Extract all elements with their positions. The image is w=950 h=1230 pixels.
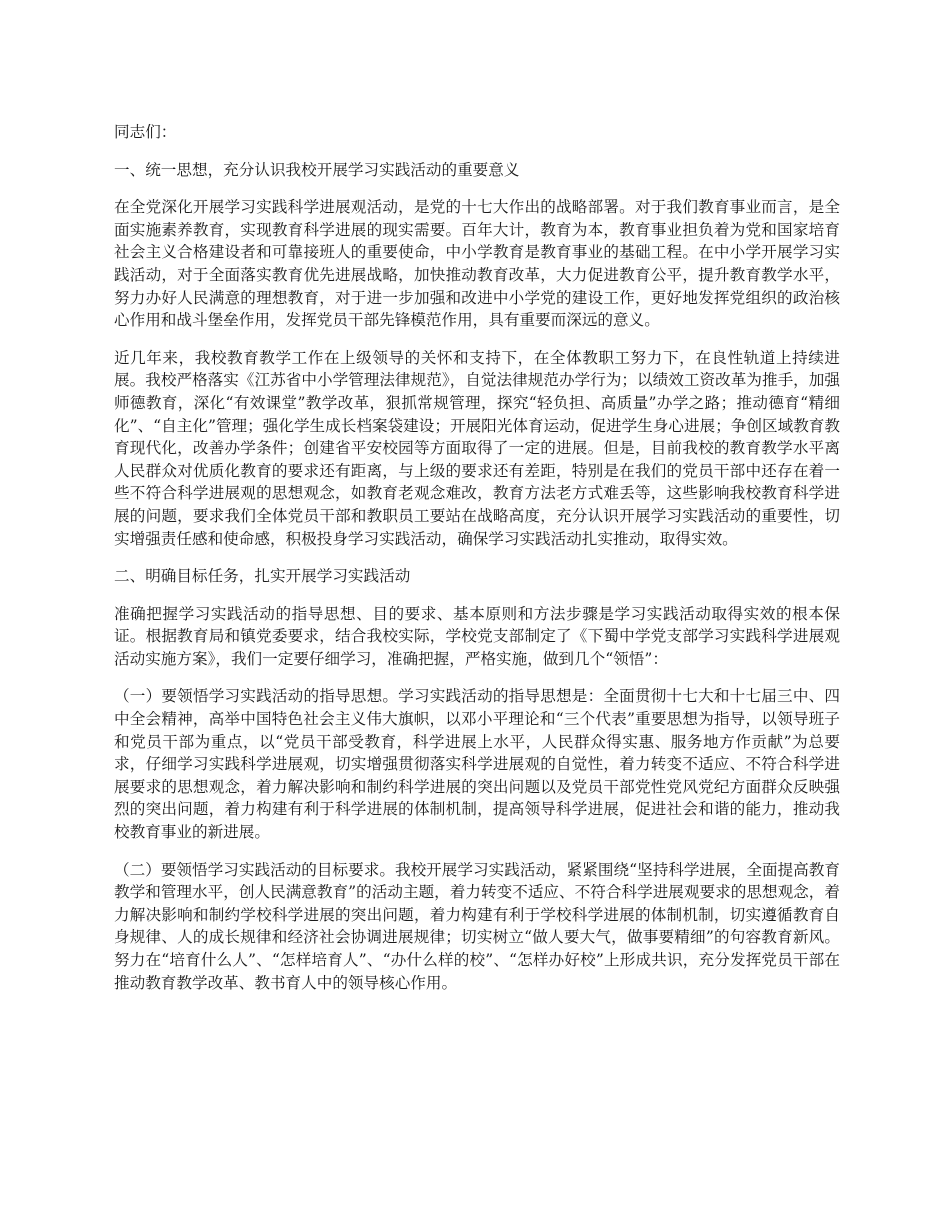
section-heading-1: 一、统一思想，充分认识我校开展学习实践活动的重要意义 — [114, 160, 520, 179]
paragraph-1: 在全党深化开展学习实践科学进展观活动，是党的十七大作出的战略部署。对于我们教育事业而言，是全面实施素养教育，实现教育科学进展的现实需要。百年大计，教育为本，教育事业担负着为党和国家培育社会主义合格建设者和可靠接班人的重要使命，中小学教育是教育事业的基础工程。在中小学开展学习实践活动，对于全面落实教育优先进展战略，加快推动教育改革，大力促进教育公平，提升教育教学水平，努力办好人民满意的理想教育，对于进一步加强和改进中小学党的建设工作，更好地发挥党组织的政治核心作用和战斗堡垒作用，发挥党员干部先锋模范作用，具有重要而深远的意义。 — [114, 198, 840, 330]
section-heading-2: 二、明确目标任务，扎实开展学习实践活动 — [114, 567, 411, 586]
paragraph-5: （二）要领悟学习实践活动的目标要求。我校开展学习实践活动，紧紧围绕“坚持科学进展，全面提高教育教学和管理水平，创人民满意教育”的活动主题，着力转变不适应、不符合科学进展观要求的思想观念，着力解决影响和制约学校科学进展的突出问题，着力构建有利于学校科学进展的体制机制，切实遵循教育自身规律、人的成长规律和经济社会协调进展规律；切实树立“做人要大气，做事要精细”的句容教育新风。努力在“培育什么人”、“怎样培育人”、“办什么样的校”、“怎样办好校”上形成共识，充分发挥党员干部在推动教育教学改革、教书育人中的领导核心作用。 — [114, 860, 840, 992]
paragraph-2: 近几年来，我校教育教学工作在上级领导的关怀和支持下，在全体教职工努力下，在良性轨道上持续进展。我校严格落实《江苏省中小学管理法律规范》，自觉法律规范办学行为；以绩效工资改革为推手，加强师德教育，深化“有效课堂”教学改革，狠抓常规管理，探究“轻负担、高质量”办学之路；推动德育“精细化”、“自主化”管理；强化学生成长档案袋建设；开展阳光体育运动，促进学生身心进展；争创区域教育教育现代化，改善办学条件；创建省平安校园等方面取得了一定的进展。但是，目前我校的教育教学水平离人民群众对优质化教育的要求还有距离，与上级的要求还有差距，特别是在我们的党员干部中还存在着一些不符合科学进展观的思想观念，如教育老观念难改，教育方法老方式难丢等，这些影响我校教育科学进展的问题，要求我们全体党员干部和教职员工要站在战略高度，充分认识开展学习实践活动的重要性，切实增强责任感和使命感，积极投身学习实践活动，确保学习实践活动扎实推动，取得实效。 — [114, 348, 840, 548]
document-page — [114, 121, 840, 1009]
paragraph-4: （一）要领悟学习实践活动的指导思想。学习实践活动的指导思想是：全面贯彻十七大和十七届三中、四中全会精神，高举中国特色社会主义伟大旗帜，以邓小平理论和“三个代表”重要思想为指导，以领导班子和党员干部为重点，以“党员干部受教育，科学进展上水平，人民群众得实惠、服务地方作贡献”为总要求，仔细学习实践科学进展观，切实增强贯彻落实科学进展观的自觉性，着力转变不适应、不符合科学进展要求的思想观念，着力解决影响和制约科学进展的突出问题以及党员干部党性党风党纪方面群众反映强烈的突出问题，着力构建有利于科学进展的体制机制，提高领导科学进展，促进社会和谐的能力，推动我校教育事业的新进展。 — [114, 687, 840, 842]
salutation: 同志们： — [114, 123, 177, 141]
paragraph-3: 准确把握学习实践活动的指导思想、目的要求、基本原则和方法步骤是学习实践活动取得实效的根本保证。根据教育局和镇党委要求，结合我校实际，学校党支部制定了《下蜀中学党支部学习实践科学进展观活动实施方案》，我们一定要仔细学习，准确把握，严格实施，做到几个“领悟”： — [114, 604, 840, 668]
